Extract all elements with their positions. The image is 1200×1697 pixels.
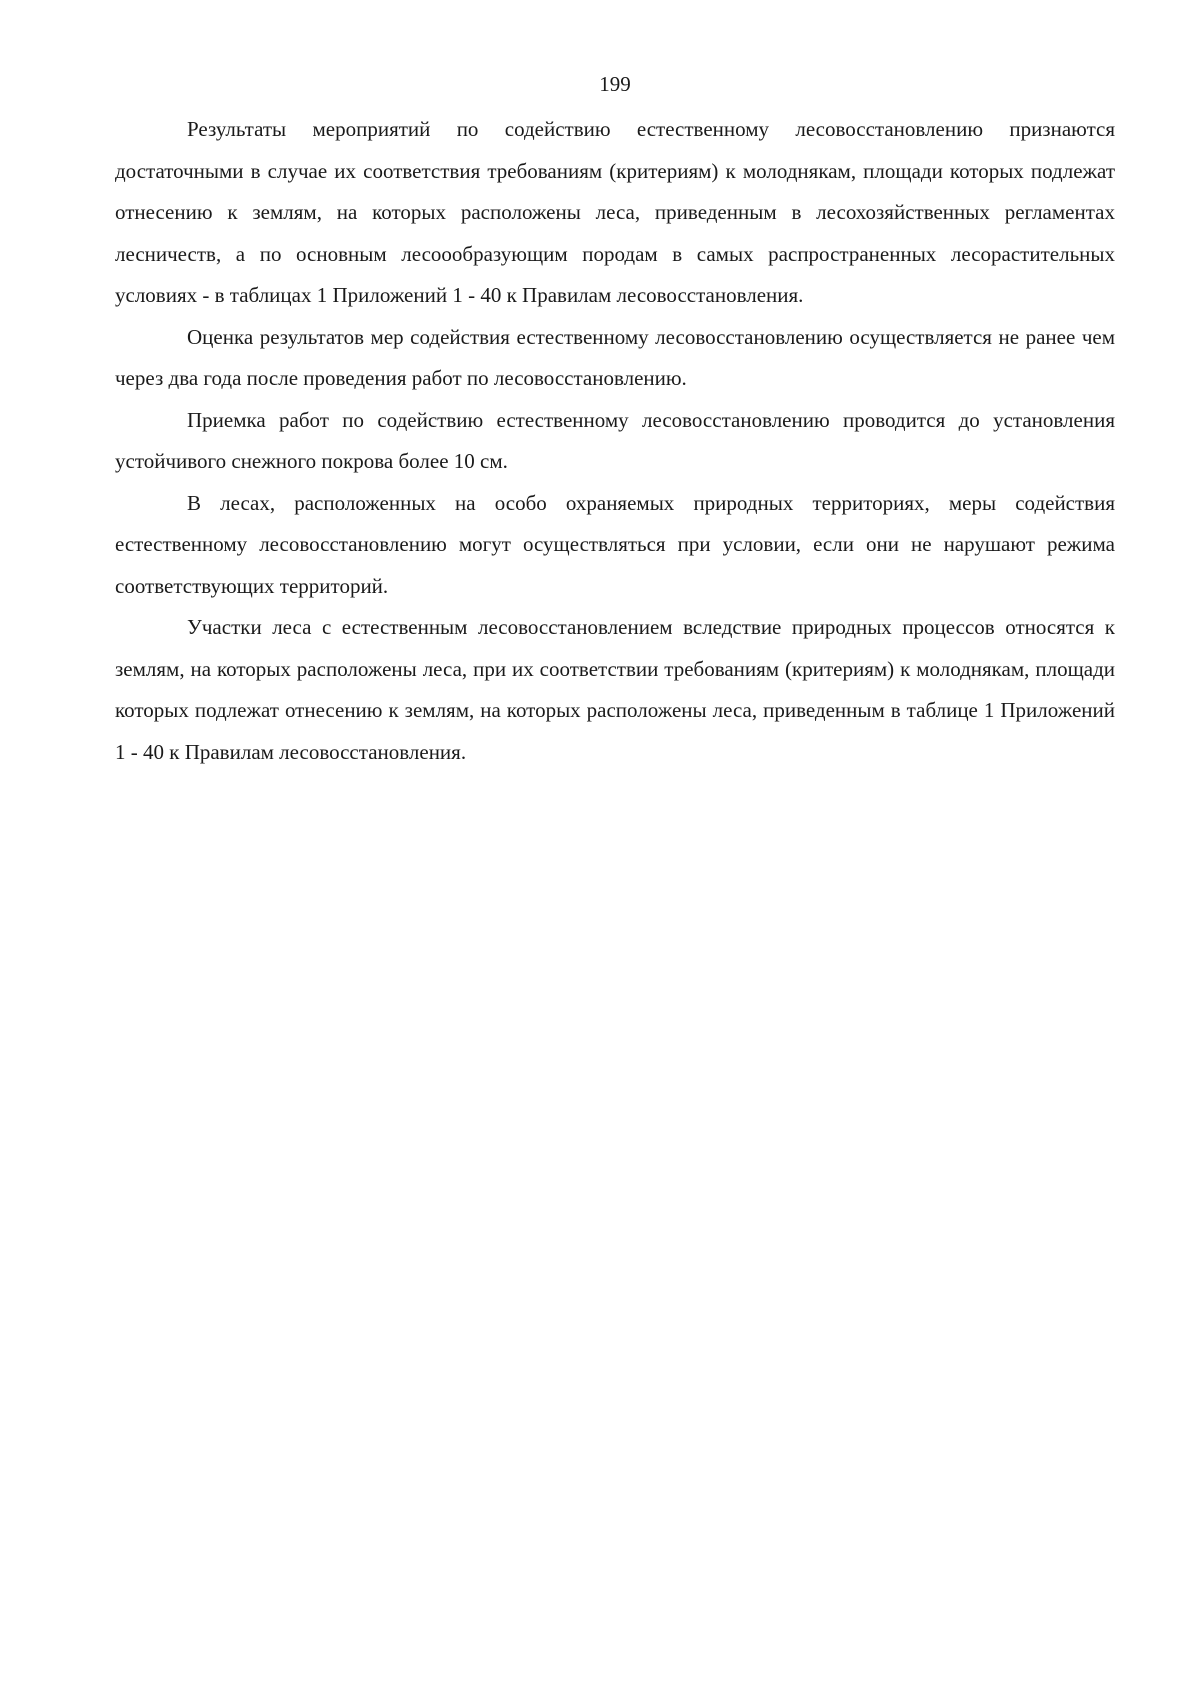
- paragraph-protected-territories: В лесах, расположенных на особо охраняемых природных территориях, меры содействия естественному лесовосстановлению могут осуществляться при условии, если они не нарушают режима соответствующих территорий.: [115, 490, 1115, 598]
- paragraph-results-criteria: Результаты мероприятий по содействию естественному лесовосстановлению признаются достаточными в случае их соответствия требованиям (критериям) к молоднякам, площади которых подлежат отнесению к землям, на которых расположены леса, приведенным в лесохозяйственных регламентах лесничеств, а по основным лесоообразующим породам в самых распространенных лесорастительных условиях - в таблицах 1 Приложений 1 - 40 к Правилам лесовосстановления.: [115, 117, 1115, 307]
- document-body: [115, 109, 1115, 773]
- paragraph-natural-regeneration-plots: Участки леса с естественным лесовосстановлением вследствие природных процессов относятся к землям, на которых расположены леса, при их соответствии требованиям (критериям) к молоднякам, площади которых подлежат отнесению к землям, на которых расположены леса, приведенным в таблице 1 Приложений 1 - 40 к Правилам лесовосстановления.: [115, 615, 1115, 764]
- paragraph-acceptance-works: Приемка работ по содействию естественному лесовосстановлению проводится до установления устойчивого снежного покрова более 10 см.: [115, 407, 1115, 473]
- page-number: 199: [599, 72, 631, 96]
- paragraph-evaluation-timing: Оценка результатов мер содействия естественному лесовосстановлению осуществляется не ранее чем через два года после проведения работ по лесовосстановлению.: [115, 324, 1115, 390]
